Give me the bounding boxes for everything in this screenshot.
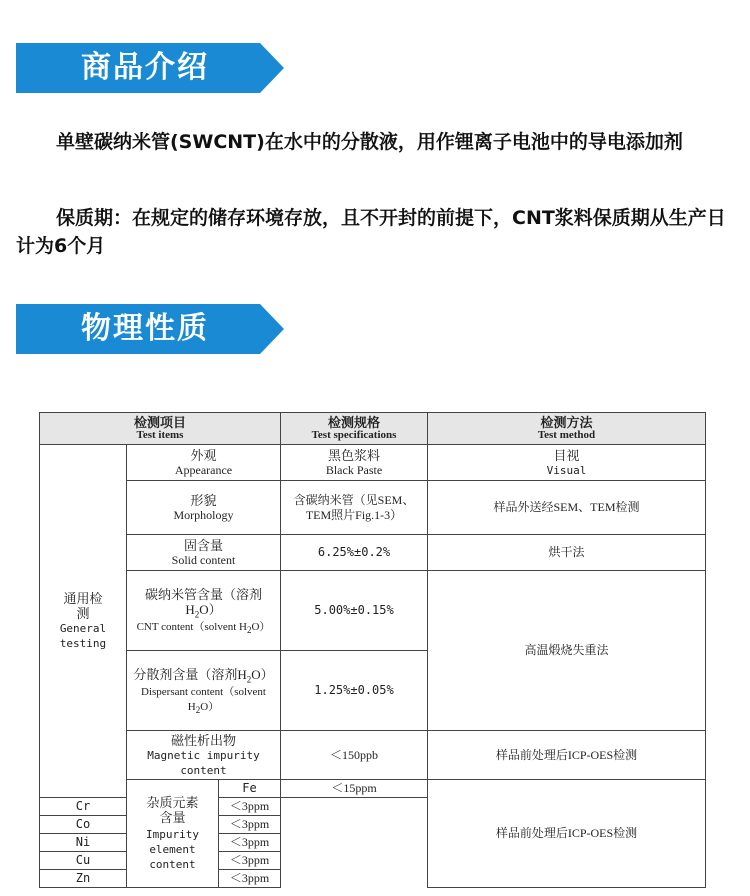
item-magnetic-impurity: 磁性析出物 Magnetic impurity content	[127, 731, 281, 780]
impurity-element: Ni	[40, 834, 127, 852]
method-appearance: 目视 Visual	[428, 445, 706, 481]
section-banner-physical	[16, 304, 284, 354]
header-test-method: 检测方法 Test method	[428, 413, 706, 445]
group-general-testing: 通用检测 General testing	[40, 445, 127, 798]
table-row-cnt-content	[40, 571, 706, 651]
method-solid-content: 烘干法	[428, 535, 706, 571]
spec-magnetic-impurity: ＜150ppb	[281, 731, 428, 780]
section-title-intro: 商品介绍	[81, 50, 209, 85]
impurity-element: Zn	[40, 870, 127, 888]
table-row-impurity	[40, 780, 706, 798]
spec-solid-content: 6.25%±0.2%	[281, 535, 428, 571]
method-cnt-dispersant: 高温煅烧失重法	[428, 571, 706, 731]
impurity-spec: ＜3ppm	[219, 798, 281, 816]
impurity-spec: ＜3ppm	[219, 852, 281, 870]
section-banner-intro	[16, 43, 284, 93]
impurity-spec: ＜3ppm	[219, 816, 281, 834]
impurity-element: Cr	[40, 798, 127, 816]
item-appearance: 外观 Appearance	[127, 445, 281, 481]
method-morphology: 样品外送经SEM、TEM检测	[428, 481, 706, 535]
impurity-spec: ＜15ppm	[281, 780, 428, 798]
item-solid-content: 固含量 Solid content	[127, 535, 281, 571]
header-test-specifications: 检测规格 Test specifications	[281, 413, 428, 445]
impurity-spec: ＜3ppm	[219, 870, 281, 888]
table-row-solid-content	[40, 535, 706, 571]
section-title-physical: 物理性质	[81, 311, 209, 346]
spec-dispersant-content: 1.25%±0.05%	[281, 651, 428, 731]
item-dispersant-content: 分散剂含量（溶剂$H_2O$） Dispersant content（solvent $H_2O$）	[127, 651, 281, 731]
impurity-spec: ＜3ppm	[219, 834, 281, 852]
spec-morphology: 含碳纳米管（见SEM、TEM照片Fig.1-3）	[281, 481, 428, 535]
impurity-element: Cu	[40, 852, 127, 870]
spec-table	[39, 412, 706, 888]
table-row-magnetic-impurity	[40, 731, 706, 780]
spec-appearance: 黑色浆料 Black Paste	[281, 445, 428, 481]
intro-paragraph-2: 保质期：在规定的储存环境存放，且不开封的前提下，CNT浆料保质期从生产日计为6个月	[16, 207, 726, 257]
item-cnt-content: 碳纳米管含量（溶剂$H_2O$） CNT content（solvent $H_2O$）	[127, 571, 281, 651]
intro-paragraph-1: 单壁碳纳米管(SWCNT)在水中的分散液，用作锂离子电池中的导电添加剂	[56, 131, 683, 153]
impurity-element: Fe	[219, 780, 281, 798]
spec-cnt-content: 5.00%±0.15%	[281, 571, 428, 651]
item-morphology: 形貌 Morphology	[127, 481, 281, 535]
table-header-row	[40, 413, 706, 445]
method-impurity-elements: 样品前处理后ICP-OES检测	[428, 780, 706, 888]
method-magnetic-impurity: 样品前处理后ICP-OES检测	[428, 731, 706, 780]
item-impurity-elements: 杂质元素含量 Impurity element content	[127, 780, 219, 888]
impurity-element: Co	[40, 816, 127, 834]
table-row-morphology	[40, 481, 706, 535]
table-row-appearance	[40, 445, 706, 481]
header-test-items: 检测项目 Test items	[40, 413, 281, 445]
